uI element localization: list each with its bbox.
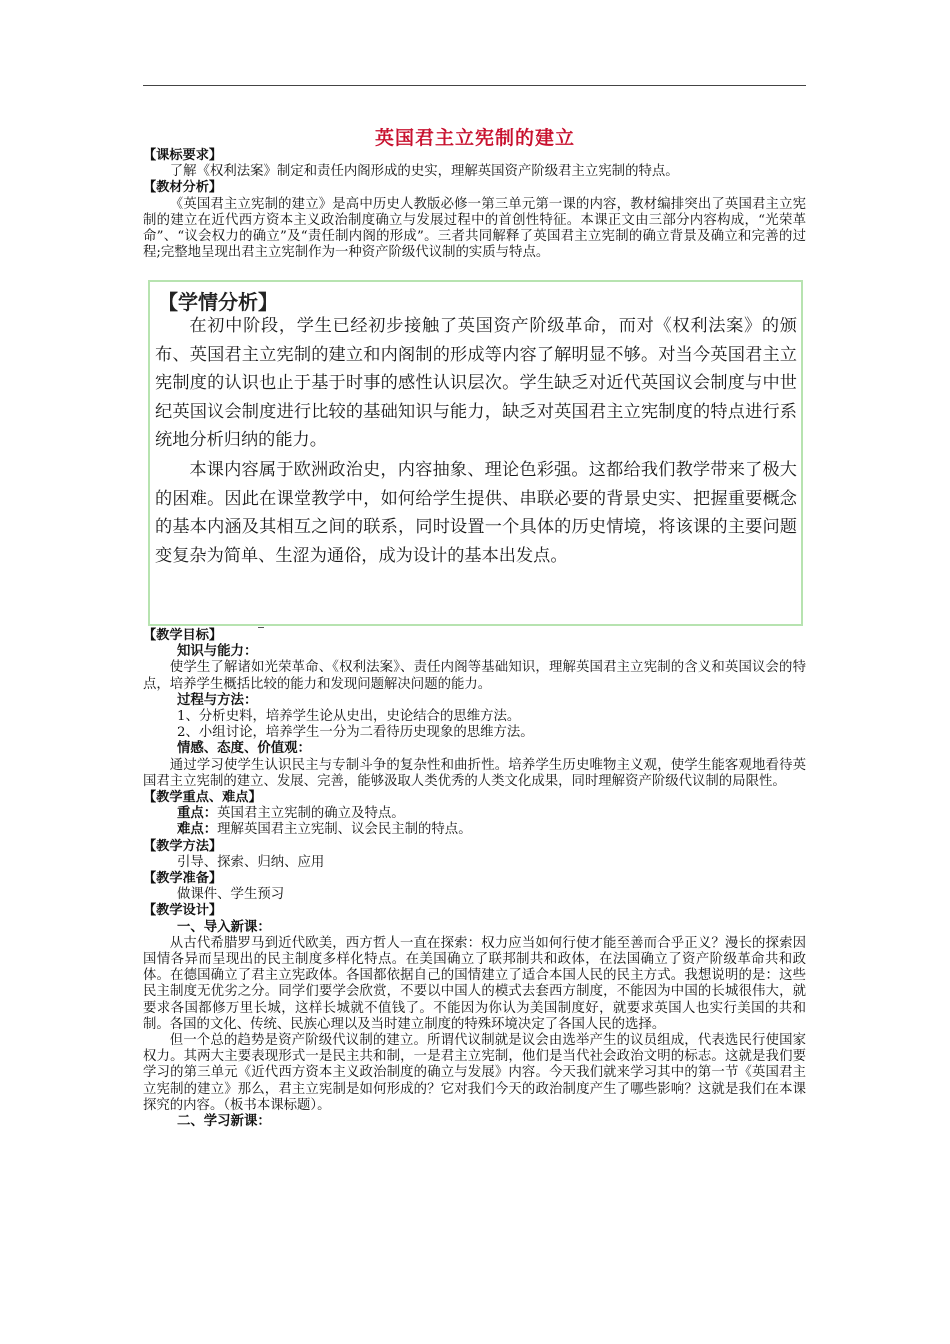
fangfa-text: 引导、探索、归纳、应用 (177, 854, 325, 870)
label-zhishi: 知识与能力： (177, 644, 258, 660)
label-zhongdian: 重点： (177, 806, 218, 822)
heading-fangfa: 【教学方法】 (143, 838, 223, 854)
zhongdian-text: 英国君主立宪制的确立及特点。 (217, 806, 405, 822)
heading-jiaocai: 【教材分析】 (143, 180, 223, 196)
xueqing-body (155, 312, 797, 570)
guocheng-item-1: 1、分析史料，培养学生论从史出，史论结合的思维方法。 (177, 709, 521, 725)
daoru-para-1: 从古代希腊罗马到近代欧美，西方哲人一直在探索：权力应当如何行使才能至善而合乎正义？漫长的探索因国情各异而呈现出的民主制度多样化特点。在美国确立了联邦制共和政体，在法国确立了资产阶级革命共和政体。在德国确立了君主立宪政体。各国都依据自己的国情建立了适合本国人民的民主方式。我想说明的是：这些民主制度无优劣之分。同学们要学会欣赏，不要以中国人的模式去套西方制度，不能因为中国的长城很伟大，就要求各国都修万里长城，这样长城就不值钱了。不能因为你认为美国制度好，就要求英国人也实行美国的共和制。各国的文化、传统、民族心理以及当时建立制度的特殊环境决定了各国人民的选择。 (143, 935, 806, 1032)
label-nandian: 难点： (177, 822, 218, 838)
label-qinggan: 情感、态度、价值观： (177, 741, 311, 757)
heading-sheji: 【教学设计】 (143, 903, 223, 919)
heading-zhongdian: 【教学重点、难点】 (143, 790, 262, 806)
guocheng-item-2: 2、小组讨论，培养学生一分为二看待历史现象的思维方法。 (177, 725, 534, 741)
xueqing-para-1: 在初中阶段，学生已经初步接触了英国资产阶级革命，而对《权利法案》的颁布、英国君主立宪制的建立和内阁制的形成等内容了解明显不够。对当今英国君主立宪制度的认识也止于基于时事的感性认识层次。学生缺乏对近代英国议会制度与中世纪英国议会制度进行比较的基础知识与能力，缺乏对英国君主立宪制度的特点进行系统地分析归纳的能力。 (155, 316, 797, 451)
header-rule (143, 85, 806, 86)
kebiao-text: 了解《权利法案》制定和责任内阁形成的史实，理解英国资产阶级君主立宪制的特点。 (169, 164, 679, 180)
zhunbei-text: 做课件、学生预习 (177, 887, 285, 903)
heading-kebiao: 【课标要求】 (143, 148, 223, 163)
heading-mubiao: 【教学目标】 (143, 628, 223, 643)
section-kebiao-jiaocai (143, 148, 806, 261)
nandian-line (143, 822, 806, 838)
heading-xueqing: 【学情分析】 (158, 290, 278, 314)
step-xuexi: 二、学习新课： (177, 1114, 271, 1130)
xueqing-box (148, 280, 803, 626)
page-title: 英国君主立宪制的建立 (374, 127, 575, 149)
daoru-para-2: 但一个总的趋势是资产阶级代议制的建立。所谓代议制就是议会由选举产生的议员组成，代表选民行使国家权力。其两大主要表现形式一是民主共和制，一是君主立宪制，他们是当代社会政治文明的标志。这就是我们要学习的第三单元《近代西方资本主义政治制度的确立与发展》内容。今天我们就来学习其中的第一节《英国君主立宪制的建立》那么，君主立宪制是如何形成的？它对我们今天的政治制度产生了哪些影响？这就是我们在本课探究的内容。（板书本课标题）。 (143, 1033, 806, 1113)
zhongdian-line (143, 806, 806, 822)
step-daoru: 一、导入新课： (177, 919, 271, 935)
xueqing-para-2: 本课内容属于欧洲政治史，内容抽象、理论色彩强。这都给我们教学带来了极大的困难。因此在课堂教学中，如何给学生提供、串联必要的背景史实、把握重要概念的基本内涵及其相互之间的联系，同时设置一个具体的历史情境，将该课的主要问题变复杂为简单、生涩为通俗，成为设计的基本出发点。 (155, 459, 797, 566)
nandian-text: 理解英国君主立宪制、议会民主制的特点。 (217, 822, 472, 838)
label-guocheng: 过程与方法： (177, 692, 258, 708)
heading-zhunbei: 【教学准备】 (143, 871, 223, 887)
zhishi-text: 使学生了解诸如光荣革命、《权利法案》、责任内阁等基础知识，理解英国君主立宪制的含义和英国议会的特点，培养学生概括比较的能力和发现问题解决问题的能力。 (143, 660, 806, 692)
jiaocai-text: 《英国君主立宪制的建立》是高中历史人教版必修一第三单元第一课的内容，教材编排突出了英国君主立宪制的建立在近代西方资本主义政治制度确立与发展过程中的首创性特征。本课正文由三部分内容构成，“光荣革命”、“议会权力的确立”及“责任制内阁的形成”。三者共同解释了英国君主立宪制的确立背景及确立和完善的过程;完整地呈现出君主立宪制作为一种资产阶级代议制的实质与特点。 (143, 196, 806, 261)
section-rest (143, 628, 806, 1130)
qinggan-text: 通过学习使学生认识民主与专制斗争的复杂性和曲折性。培养学生历史唯物主义观，使学生能客观地看待英国君主立宪制的建立、发展、完善，能够汲取人类优秀的人类文化成果，同时理解资产阶级代议制的局限性。 (143, 757, 806, 789)
